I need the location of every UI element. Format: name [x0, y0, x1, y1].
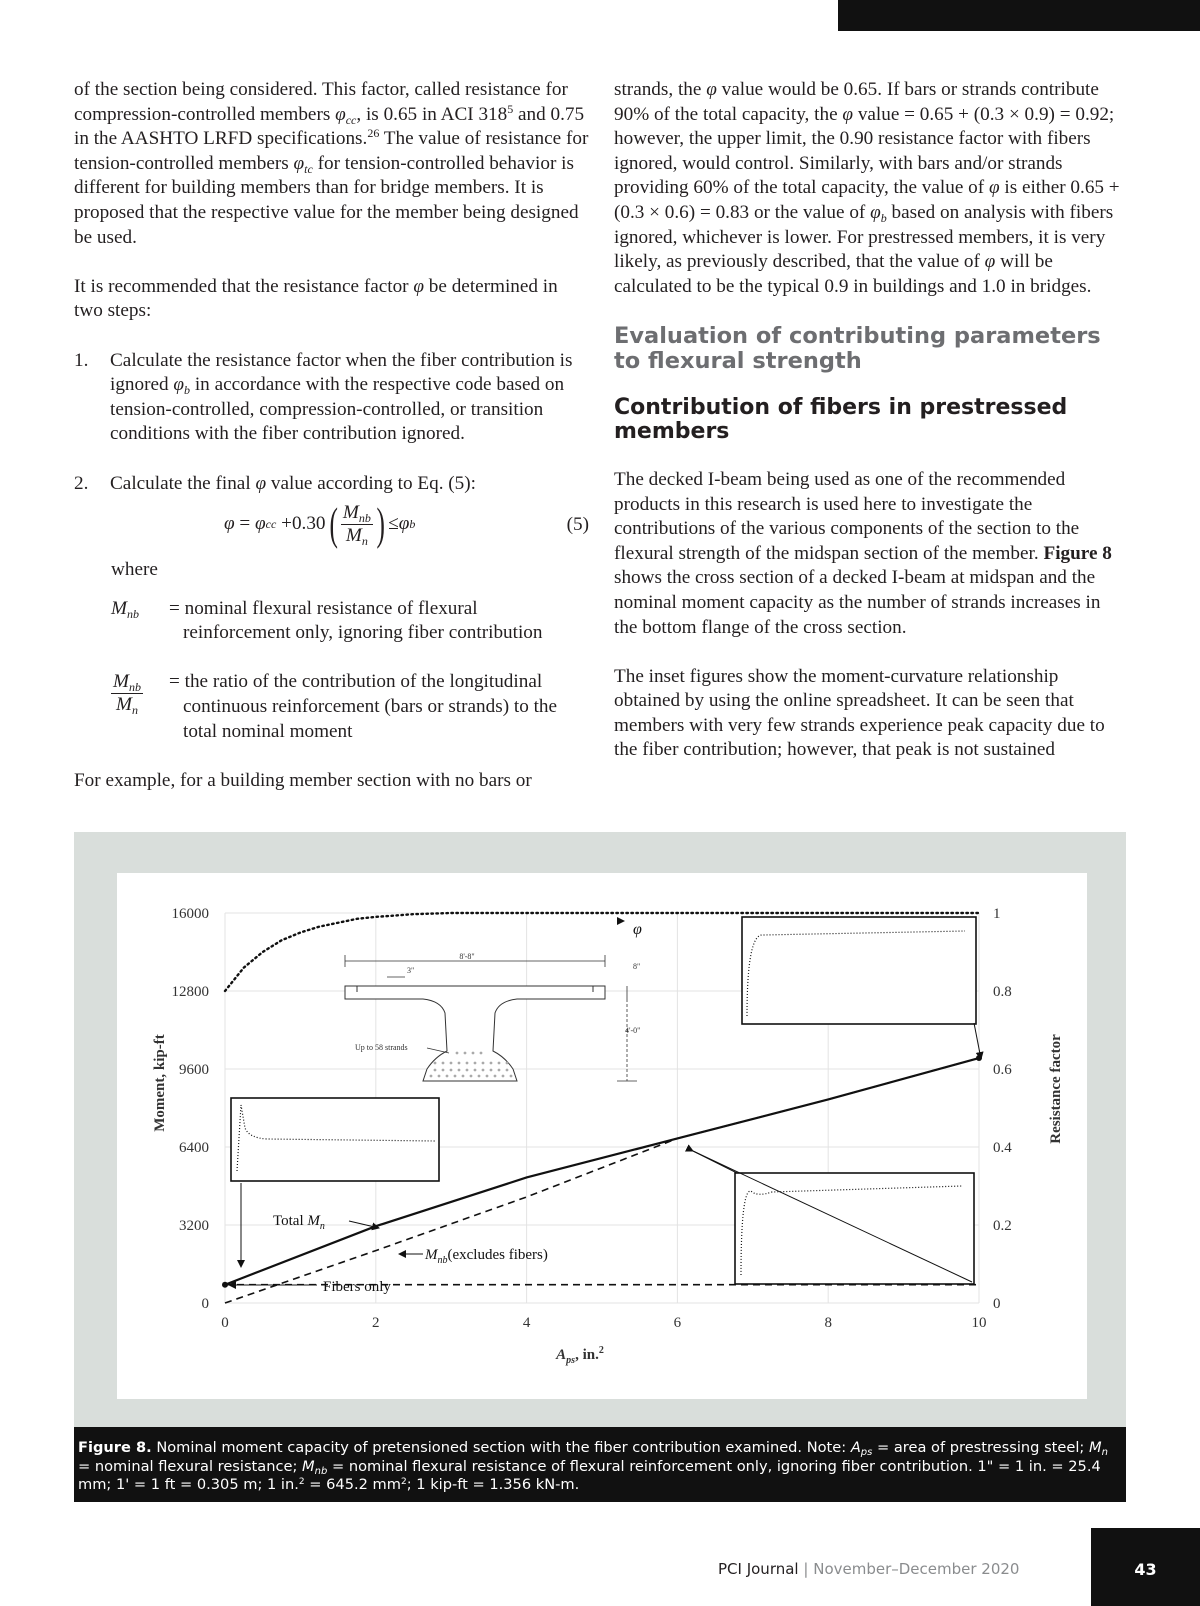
x-tick-label: 0 — [221, 1315, 229, 1331]
y2-tick-label: 0.2 — [993, 1218, 1012, 1234]
mnb-label: $M_{nb}(excludes$ fibers) — [425, 1247, 548, 1266]
y2-tick-label: 0 — [993, 1296, 1001, 1312]
left-paragraph-3: For example, for a building member section with no bars or — [74, 769, 532, 791]
left-paragraph-2: It is recommended that the resistance factor φ be determined in two steps: — [74, 275, 558, 322]
y-tick-label: 6400 — [179, 1140, 209, 1156]
inset-curve-many-strands — [742, 917, 976, 1024]
step-2: 2. Calculate the final φ value according to Eq. (5): — [74, 472, 476, 494]
y2-axis-label: Resistance factor — [1048, 1034, 1064, 1144]
issue-date: November–December 2020 — [813, 1560, 1020, 1578]
section-flange-label: 3" — [407, 966, 415, 975]
y-axis-ticks — [172, 906, 210, 1312]
right-paragraph-3: The inset figures show the moment-curvature relationship obtained by using the online spreadsheet. It can be seen that members with very few strands experience peak capacity due to the fiber contribution; however, that peak is not sustained — [614, 665, 1105, 761]
y-axis-label: Moment, kip-ft — [152, 1034, 168, 1132]
x-tick-label: 2 — [372, 1315, 380, 1331]
y2-axis-ticks — [993, 906, 1012, 1312]
section-width-label: 8'-8" — [459, 952, 475, 961]
figure-caption: Figure 8. Nominal moment capacity of pretensioned section with the fiber contribution examined. Note: $A_{ps}$ = area of prestressing steel; $M_n$ = nominal flexural resistance; $M_{nb}$ = nominal flexural resistance of flexural reinforcement only, ignoring fiber contribution. 1" = 1 in. = 25.4 mm; 1' = 1 ft = 0.305 m; 1 in.$^2$ = 645.2 $mm^2$; 1 kip-ft = 1.356 kN-m. — [74, 1427, 1126, 1502]
y2-tick-label: 1 — [993, 906, 1001, 922]
figure-panel — [117, 873, 1087, 1399]
section-strands-label: Up to 58 strands — [355, 1043, 408, 1052]
section-heading: Evaluation of contributing parameters to flexural strength — [614, 322, 1101, 374]
inset-curve-few-strands — [231, 1098, 439, 1181]
y2-tick-label: 0.4 — [993, 1140, 1012, 1156]
journal-name: PCI Journal — [718, 1560, 799, 1578]
y-tick-label: 12800 — [171, 984, 209, 1000]
reference-5: 5 — [507, 101, 514, 116]
y-tick-label: 3200 — [179, 1218, 209, 1234]
caption-label: Figure 8. — [78, 1439, 152, 1456]
x-axis-label: $A_{ps}$, in.$^2$ — [556, 1345, 604, 1366]
y-tick-label: 9600 — [179, 1062, 209, 1078]
moment-capacity-chart — [117, 873, 1087, 1399]
right-column — [614, 78, 1126, 763]
figure-8-reference: Figure 8 — [1043, 542, 1112, 564]
phi-arrow-marker — [617, 917, 625, 925]
equation-fraction: $\frac{M_{nb}}{M_n}$ — [342, 501, 371, 548]
y-tick-label: 0 — [201, 1296, 209, 1312]
equation-number: (5) — [566, 514, 589, 536]
x-tick-label: 4 — [522, 1315, 531, 1331]
header-bar — [838, 0, 1200, 31]
x-tick-label: 10 — [971, 1315, 987, 1331]
x-tick-label: 8 — [824, 1315, 832, 1331]
right-paragraph-2: The decked I-beam being used as one of the recommended products in this research is used here to investigate the contributions of the various components of the section to the flexural strength of the midspan section of the member. Figure 8 shows the cross section of a decked I-beam at midspan and the nominal moment capacity as the number of strands increases in the bottom flange of the cross section. — [614, 468, 1112, 638]
definition-mnb: $M_{nb}$ = nominal flexural resistance of flexural reinforcement only, ignoring fiber contribution — [111, 597, 543, 644]
page-footer: PCI Journal | November–December 2020 — [718, 1560, 1020, 1578]
y-tick-label: 16000 — [171, 906, 209, 922]
left-column — [74, 78, 589, 793]
step-1: 1. Calculate the resistance factor when the fiber contribution is ignored $\varphi_b$ in accordance with the respective code based on tension-controlled, compression-controlled, or transition conditions with the fiber contribution ignored. — [74, 349, 573, 445]
left-paragraph-1: of the section being considered. This factor, called resistance for compression-controlled members $\varphi_{cc}$, is 0.65 in ACI $318^5$ and 0.75 in the AASHTO LRFD specifications.$^{26}$ The value of resistance for tension-controlled members $\varphi_{tc}$ for tension-controlled behavior is different for building members than for bridge members. It is proposed that the respective value for the member being designed be used. — [74, 79, 589, 248]
series-start-point — [222, 1282, 228, 1288]
decked-i-beam-section — [345, 986, 605, 1081]
fibers-only-label: Fibers only — [323, 1279, 391, 1295]
section-deck-label: 8" — [633, 962, 641, 971]
equation-5: φ = φ cc +0.30 ( $\frac{M_{nb}}{M_n}$ ) ≤ φ b (5) — [224, 498, 589, 550]
y2-tick-label: 0.6 — [993, 1062, 1012, 1078]
right-paragraph-1: strands, the φ value would be 0.65. If bars or strands contribute 90% of the total capacity, the φ value = 0.65 + (0.3 × 0.9) = 0.92; however, the upper limit, the 0.90 resistance factor with fibers ignored, would control. Similarly, with bars and/or strands providing 60% of the total capacity, the value of φ is either 0.65 + (0.3 × 0.6) = 0.83 or the value of $\varphi_b$ based on analysis with fibers ignored, whichever is lower. For prestressed members, it is very likely, as previously described, that the value of φ will be calculated to be the typical 0.9 in buildings and 1.0 in bridges. — [614, 79, 1120, 297]
subsection-heading: Contribution of fibers in prestressed members — [614, 394, 1068, 444]
x-axis-ticks — [221, 1315, 986, 1331]
phi-curve-label: φ — [633, 921, 642, 938]
where-label: where — [111, 559, 158, 581]
section-depth-label: 4'-0" — [625, 1026, 641, 1035]
y2-tick-label: 0.8 — [993, 984, 1012, 1000]
x-tick-label: 6 — [673, 1315, 682, 1331]
definition-ratio: $\frac{M_{nb}}{M_n}$ = the ratio of the contribution of the longitudinal continuous reinforcement (bars or strands) to the total nominal moment — [113, 671, 558, 742]
reference-26: 26 — [367, 126, 380, 141]
page-number: 43 — [1091, 1528, 1200, 1606]
total-mn-label: Total $M_n$ — [273, 1213, 325, 1232]
inset-curve-mid-strands — [735, 1173, 974, 1284]
